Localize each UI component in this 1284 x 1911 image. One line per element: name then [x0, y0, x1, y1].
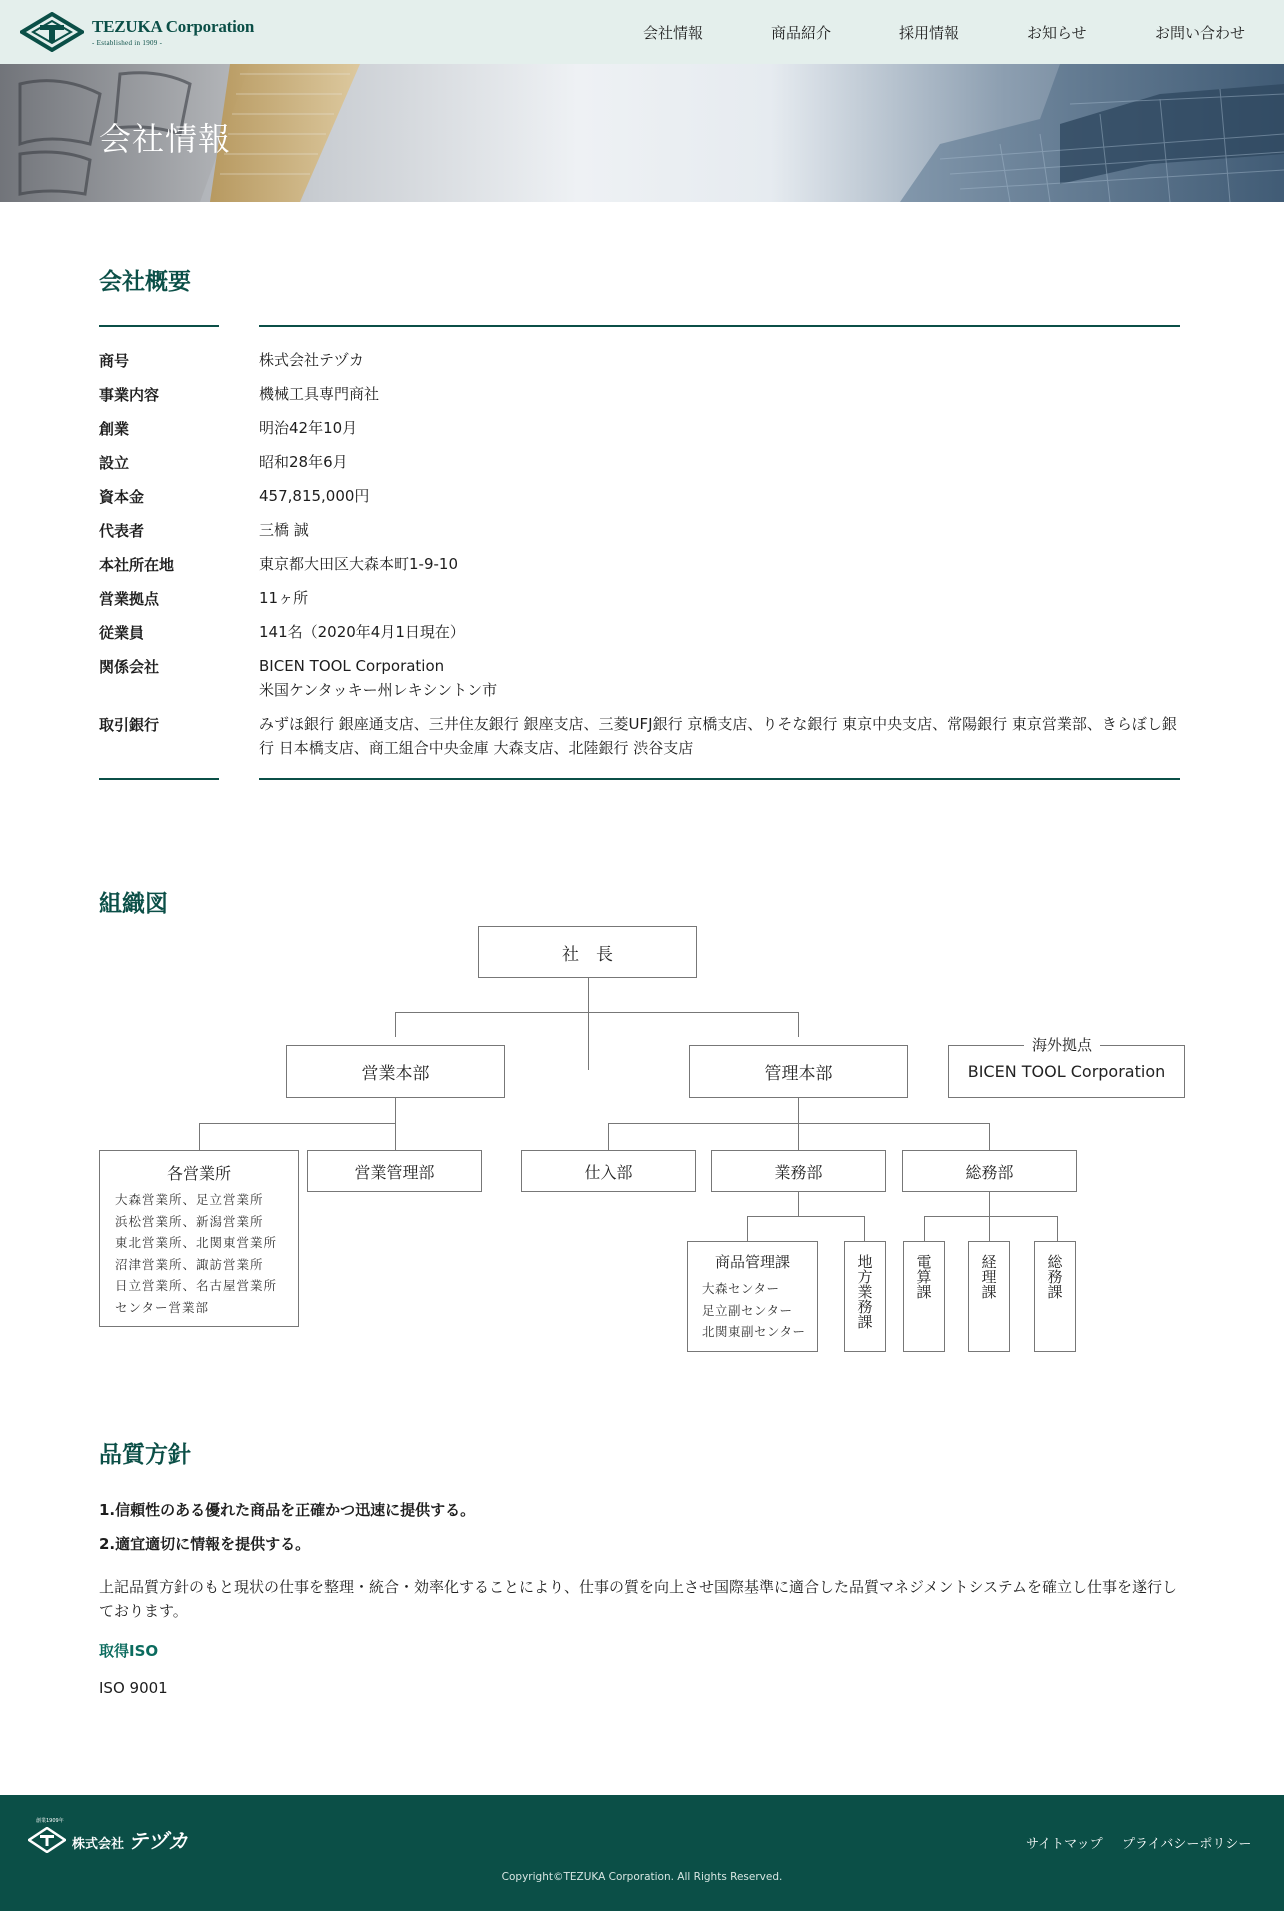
branch-line: 東北営業所、北関東営業所 — [115, 1235, 278, 1250]
site-header — [0, 0, 1284, 64]
org-purchasing — [521, 1150, 696, 1192]
row-value-trade-name: 株式会社テヅカ — [259, 351, 364, 369]
row-label-offices: 営業拠点 — [99, 590, 160, 608]
center-line: 足立副センター — [702, 1302, 793, 1318]
org-general-affairs — [1034, 1241, 1076, 1352]
quality-title: 品質方針 — [99, 1442, 191, 1468]
hero-banner — [0, 64, 1284, 202]
row-label-employees: 従業員 — [99, 624, 145, 642]
row-value-banks: みずほ銀行 銀座通支店、三井住友銀行 銀座支店、三菱UFJ銀行 京橋支店、りそな銀行 東京中央支店、常陽銀行 東京営業部、きらぼし銀行 日本橋支店、商工組合中央金庫 大森支店、北陸銀行 渋谷支店 — [259, 715, 1177, 757]
org-computing — [903, 1241, 945, 1352]
row-label-headquarters: 本社所在地 — [99, 556, 175, 574]
center-line: 北関東副センター — [702, 1324, 806, 1339]
org-product-mgmt-title: 商品管理課 — [714, 1253, 790, 1271]
org-accounting — [968, 1241, 1010, 1352]
nav-recruit[interactable]: 採用情報 — [899, 24, 960, 42]
nav-contact[interactable]: お問い合わせ — [1155, 24, 1246, 42]
branch-line: 沼津営業所、諏訪営業所 — [115, 1256, 264, 1272]
quality-item-2: 2.適宜適切に情報を提供する。 — [99, 1535, 311, 1553]
row-value-representative: 三橋 誠 — [259, 521, 309, 539]
row-label-founded: 創業 — [99, 420, 130, 438]
company-logo[interactable] — [20, 12, 254, 52]
row-label-affiliates: 関係会社 — [99, 658, 160, 676]
overview-rule-left-top — [99, 325, 219, 327]
footer-logo-text — [72, 1825, 188, 1854]
org-sales-hq — [286, 1045, 505, 1098]
footer-logo-icon — [28, 1827, 66, 1853]
org-branches — [99, 1150, 299, 1327]
branch-line: 日立営業所、名古屋営業所 — [115, 1278, 278, 1293]
org-title: 組織図 — [99, 891, 168, 917]
org-regional-label: 地方業務課 — [855, 1254, 874, 1329]
overview-rule-left-bottom — [99, 778, 219, 780]
org-general-affairs-label: 総務課 — [1045, 1254, 1064, 1299]
row-value-founded: 明治42年10月 — [259, 419, 358, 437]
org-purchasing-label: 仕入部 — [584, 1162, 633, 1182]
logo-name: TEZUKA Corporation — [92, 17, 255, 36]
nav-news[interactable]: お知らせ — [1027, 24, 1087, 42]
org-general-label: 総務部 — [965, 1162, 1014, 1182]
org-overseas-name: BICEN TOOL Corporation — [967, 1062, 1166, 1081]
row-label-capital: 資本金 — [99, 488, 145, 506]
org-product-mgmt-list — [702, 1278, 806, 1343]
row-value-established: 昭和28年6月 — [259, 453, 348, 471]
row-label-trade-name: 商号 — [99, 352, 130, 370]
branch-line: 大森営業所、足立営業所 — [115, 1192, 264, 1207]
row-value-offices: 11ヶ所 — [259, 589, 309, 607]
org-accounting-label: 経理課 — [979, 1254, 998, 1299]
logo-established: - Established in 1909 - — [92, 39, 163, 47]
row-value-capital: 457,815,000円 — [259, 487, 370, 505]
org-regional — [844, 1241, 886, 1352]
footer-logo-name: テヅカ — [128, 1829, 188, 1853]
quality-description: 上記品質方針のもと現状の仕事を整理・統合・効率化することにより、仕事の質を向上させ国際基準に適合した品質マネジメントシステムを確立し仕事を遂行しております。 — [99, 1578, 1178, 1620]
iso-value: ISO 9001 — [99, 1679, 168, 1697]
quality-item-1: 1.信頼性のある優れた商品を正確かつ迅速に提供する。 — [99, 1501, 476, 1519]
org-admin-hq — [689, 1045, 908, 1098]
org-operations-label: 業務部 — [774, 1162, 823, 1182]
row-value-headquarters: 東京都大田区大森本町1-9-10 — [259, 555, 459, 573]
footer-logo-founded: 創業1909年 — [36, 1818, 64, 1824]
tezuka-logo-icon — [20, 12, 84, 52]
overview-rule-right-top — [259, 325, 1180, 327]
footer-logo-prefix: 株式会社 — [72, 1837, 125, 1852]
center-line: 大森センター — [702, 1281, 780, 1296]
nav-company-info[interactable]: 会社情報 — [643, 24, 704, 42]
row-value-business: 機械工具専門商社 — [259, 385, 380, 403]
branch-line: センター営業部 — [115, 1299, 210, 1315]
org-president — [478, 926, 697, 978]
org-product-mgmt — [687, 1241, 818, 1352]
org-branches-title: 各営業所 — [166, 1164, 231, 1183]
row-label-banks: 取引銀行 — [99, 716, 160, 734]
row-label-established: 設立 — [99, 454, 130, 472]
row-label-business: 事業内容 — [99, 386, 160, 404]
org-operations — [711, 1150, 886, 1192]
overview-title: 会社概要 — [99, 269, 191, 295]
branch-line: 浜松営業所、新潟営業所 — [115, 1213, 264, 1229]
org-admin-hq-label: 管理本部 — [764, 1064, 833, 1084]
org-chart — [0, 920, 1284, 1360]
row-value-employees: 141名（2020年4月1日現在） — [259, 623, 465, 641]
row-value-affiliates: BICEN TOOL Corporation — [259, 657, 445, 675]
row-label-representative: 代表者 — [99, 522, 145, 540]
overview-rule-right-bottom — [259, 778, 1180, 780]
org-sales-hq-label: 営業本部 — [361, 1064, 430, 1084]
org-president-label: 社 長 — [562, 944, 613, 965]
page-title: 会社情報 — [99, 120, 232, 158]
nav-products[interactable]: 商品紹介 — [771, 24, 832, 42]
org-general — [902, 1150, 1077, 1192]
org-computing-label: 電算課 — [914, 1254, 933, 1299]
org-sales-admin-label: 営業管理部 — [354, 1162, 435, 1182]
iso-title: 取得ISO — [99, 1642, 159, 1660]
footer-sitemap-link[interactable]: サイトマップ — [1026, 1837, 1103, 1852]
org-branches-list — [115, 1189, 277, 1318]
row-value-affiliates-location: 米国ケンタッキー州レキシントン市 — [259, 681, 498, 699]
footer-privacy-link[interactable]: プライバシーポリシー — [1122, 1837, 1252, 1852]
copyright: Copyright©TEZUKA Corporation. All Rights Reserved. — [501, 1871, 783, 1883]
org-sales-admin — [307, 1150, 482, 1192]
footer-logo[interactable] — [28, 1818, 188, 1854]
org-overseas-caption: 海外拠点 — [1024, 1034, 1100, 1055]
site-footer — [0, 1795, 1284, 1911]
